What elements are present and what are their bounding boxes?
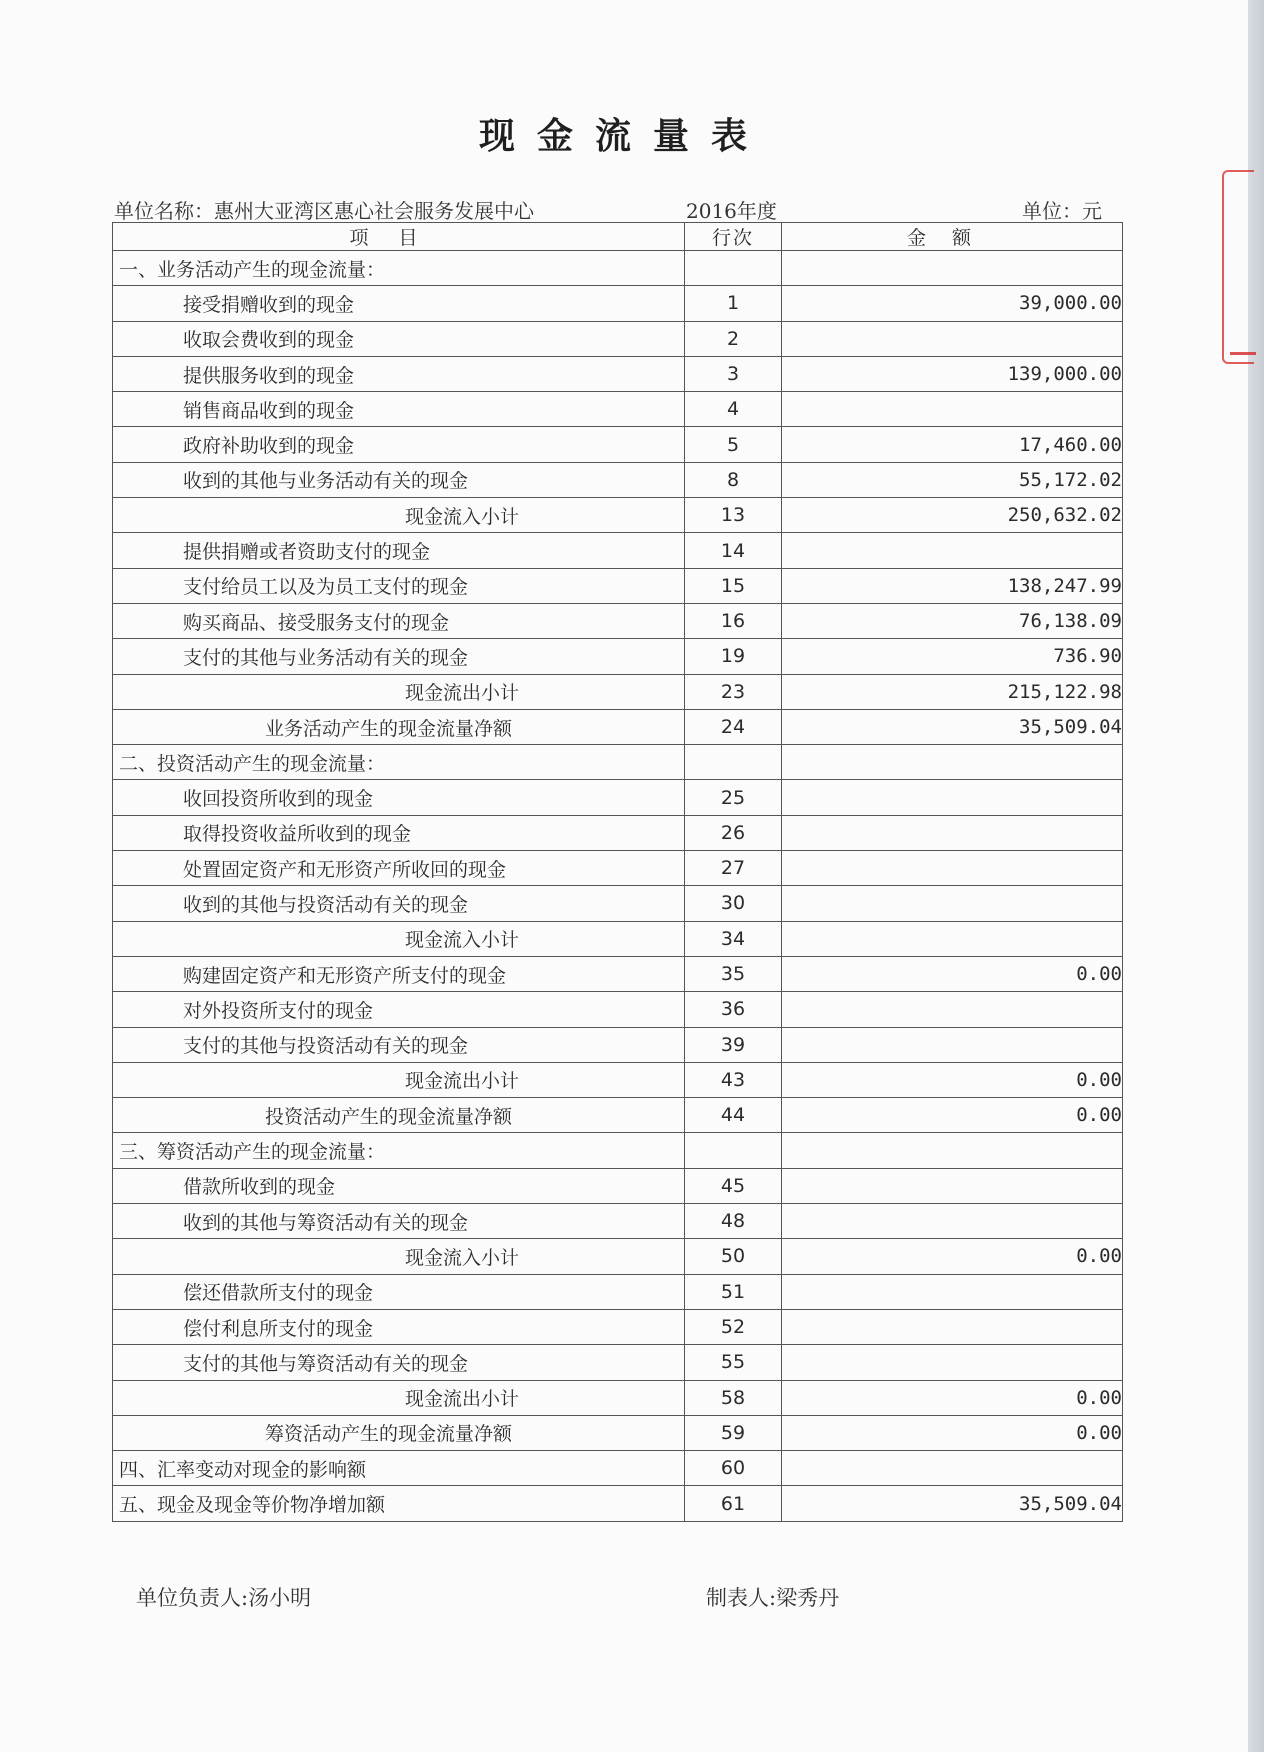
row-amount: [782, 1204, 1123, 1239]
table-row: [113, 815, 1123, 850]
row-amount: [782, 1133, 1123, 1168]
row-item-label: 接受捐赠收到的现金: [113, 286, 685, 321]
row-amount: 35,509.04: [782, 709, 1123, 744]
row-item-label: 提供捐赠或者资助支付的现金: [113, 533, 685, 568]
table-header-row: [113, 223, 1123, 251]
header-line-number: 行次: [685, 223, 782, 251]
responsible-person: 单位负责人:汤小明: [136, 1586, 312, 1610]
row-line-number: 50: [685, 1239, 782, 1274]
row-line-number: 48: [685, 1204, 782, 1239]
table-row: [113, 992, 1123, 1027]
row-line-number: 34: [685, 921, 782, 956]
table-row: [113, 1027, 1123, 1062]
row-amount: [782, 921, 1123, 956]
row-amount: 0.00: [782, 1380, 1123, 1415]
table-row: [113, 427, 1123, 462]
table-row: [113, 921, 1123, 956]
row-line-number: 58: [685, 1380, 782, 1415]
row-amount: 138,247.99: [782, 568, 1123, 603]
row-amount: 0.00: [782, 1098, 1123, 1133]
table-row: [113, 286, 1123, 321]
row-amount: 55,172.02: [782, 462, 1123, 497]
table-row: [113, 639, 1123, 674]
row-amount: [782, 992, 1123, 1027]
seal-mark: [1230, 352, 1256, 355]
row-item-label: 支付的其他与筹资活动有关的现金: [113, 1345, 685, 1380]
table-row: [113, 251, 1123, 286]
preparer: 制表人:梁秀丹: [706, 1586, 840, 1610]
row-amount: [782, 321, 1123, 356]
table-body: [113, 251, 1123, 1522]
row-item-label: 收到的其他与投资活动有关的现金: [113, 886, 685, 921]
row-item-label: 筹资活动产生的现金流量净额: [113, 1415, 685, 1450]
table-row: [113, 956, 1123, 991]
row-line-number: 36: [685, 992, 782, 1027]
table-row: [113, 1451, 1123, 1486]
row-amount: [782, 1309, 1123, 1344]
table-row: [113, 1345, 1123, 1380]
row-line-number: 3: [685, 356, 782, 391]
row-line-number: 60: [685, 1451, 782, 1486]
row-amount: [782, 745, 1123, 780]
row-amount: 215,122.98: [782, 674, 1123, 709]
row-item-label: 投资活动产生的现金流量净额: [113, 1098, 685, 1133]
row-line-number: [685, 1133, 782, 1168]
row-item-label: 取得投资收益所收到的现金: [113, 815, 685, 850]
row-item-label: 处置固定资产和无形资产所收回的现金: [113, 851, 685, 886]
row-item-label: 偿付利息所支付的现金: [113, 1309, 685, 1344]
red-seal-stamp: [1222, 170, 1254, 364]
row-line-number: 27: [685, 851, 782, 886]
row-item-label: 现金流入小计: [113, 498, 685, 533]
row-item-label: 五、现金及现金等价物净增加额: [113, 1486, 685, 1521]
table-row: [113, 1380, 1123, 1415]
row-item-label: 偿还借款所支付的现金: [113, 1274, 685, 1309]
table-row: [113, 780, 1123, 815]
row-line-number: 55: [685, 1345, 782, 1380]
row-item-label: 现金流出小计: [113, 1380, 685, 1415]
row-item-label: 对外投资所支付的现金: [113, 992, 685, 1027]
row-amount: [782, 886, 1123, 921]
row-line-number: 39: [685, 1027, 782, 1062]
table-row: [113, 568, 1123, 603]
table-row: [113, 498, 1123, 533]
table-row: [113, 356, 1123, 391]
row-item-label: 现金流出小计: [113, 674, 685, 709]
row-item-label: 业务活动产生的现金流量净额: [113, 709, 685, 744]
row-item-label: 支付的其他与业务活动有关的现金: [113, 639, 685, 674]
row-item-label: 现金流入小计: [113, 1239, 685, 1274]
row-amount: [782, 533, 1123, 568]
row-item-label: 三、筹资活动产生的现金流量：: [113, 1133, 685, 1168]
row-item-label: 现金流出小计: [113, 1062, 685, 1097]
row-line-number: 43: [685, 1062, 782, 1097]
table-row: [113, 709, 1123, 744]
row-line-number: 4: [685, 392, 782, 427]
row-line-number: 14: [685, 533, 782, 568]
row-line-number: 26: [685, 815, 782, 850]
row-amount: 0.00: [782, 956, 1123, 991]
row-item-label: 支付给员工以及为员工支付的现金: [113, 568, 685, 603]
table-row: [113, 533, 1123, 568]
row-amount: [782, 780, 1123, 815]
row-line-number: 23: [685, 674, 782, 709]
table-row: [113, 886, 1123, 921]
report-year: 2016年度: [686, 199, 777, 223]
row-item-label: 收到的其他与筹资活动有关的现金: [113, 1204, 685, 1239]
currency-unit: 单位：元: [1022, 199, 1102, 223]
table-row: [113, 851, 1123, 886]
row-amount: 736.90: [782, 639, 1123, 674]
row-line-number: 24: [685, 709, 782, 744]
table-row: [113, 462, 1123, 497]
table-row: [113, 603, 1123, 638]
row-item-label: 购买商品、接受服务支付的现金: [113, 603, 685, 638]
table-row: [113, 1168, 1123, 1203]
table-row: [113, 1415, 1123, 1450]
row-line-number: 25: [685, 780, 782, 815]
table-row: [113, 1486, 1123, 1521]
table-row: [113, 674, 1123, 709]
row-item-label: 销售商品收到的现金: [113, 392, 685, 427]
row-amount: 35,509.04: [782, 1486, 1123, 1521]
header-amount: 金额: [782, 223, 1123, 251]
row-amount: [782, 1027, 1123, 1062]
row-item-label: 四、汇率变动对现金的影响额: [113, 1451, 685, 1486]
row-item-label: 一、业务活动产生的现金流量：: [113, 251, 685, 286]
table-row: [113, 1133, 1123, 1168]
row-amount: 139,000.00: [782, 356, 1123, 391]
row-line-number: 59: [685, 1415, 782, 1450]
row-item-label: 借款所收到的现金: [113, 1168, 685, 1203]
row-line-number: 45: [685, 1168, 782, 1203]
row-amount: 76,138.09: [782, 603, 1123, 638]
table-row: [113, 1062, 1123, 1097]
row-line-number: 35: [685, 956, 782, 991]
row-amount: 39,000.00: [782, 286, 1123, 321]
header-item: 项目: [113, 223, 685, 251]
row-line-number: 51: [685, 1274, 782, 1309]
row-amount: [782, 1345, 1123, 1380]
row-amount: 17,460.00: [782, 427, 1123, 462]
row-line-number: 61: [685, 1486, 782, 1521]
row-item-label: 提供服务收到的现金: [113, 356, 685, 391]
row-amount: [782, 1274, 1123, 1309]
table-row: [113, 1309, 1123, 1344]
row-line-number: 5: [685, 427, 782, 462]
row-line-number: 52: [685, 1309, 782, 1344]
row-amount: [782, 251, 1123, 286]
table-row: [113, 321, 1123, 356]
row-item-label: 支付的其他与投资活动有关的现金: [113, 1027, 685, 1062]
row-amount: [782, 1451, 1123, 1486]
row-amount: [782, 851, 1123, 886]
table-row: [113, 1274, 1123, 1309]
row-line-number: [685, 251, 782, 286]
row-line-number: 16: [685, 603, 782, 638]
row-line-number: 19: [685, 639, 782, 674]
row-item-label: 收取会费收到的现金: [113, 321, 685, 356]
table-row: [113, 1204, 1123, 1239]
row-amount: [782, 392, 1123, 427]
row-line-number: [685, 745, 782, 780]
row-line-number: 13: [685, 498, 782, 533]
table-row: [113, 745, 1123, 780]
row-item-label: 收回投资所收到的现金: [113, 780, 685, 815]
row-line-number: 30: [685, 886, 782, 921]
row-line-number: 8: [685, 462, 782, 497]
row-amount: 0.00: [782, 1239, 1123, 1274]
row-item-label: 二、投资活动产生的现金流量：: [113, 745, 685, 780]
row-item-label: 现金流入小计: [113, 921, 685, 956]
row-amount: 250,632.02: [782, 498, 1123, 533]
table-row: [113, 1098, 1123, 1133]
table-row: [113, 392, 1123, 427]
row-line-number: 2: [685, 321, 782, 356]
unit-name: 单位名称：惠州大亚湾区惠心社会服务发展中心: [114, 199, 534, 223]
row-item-label: 购建固定资产和无形资产所支付的现金: [113, 956, 685, 991]
row-amount: 0.00: [782, 1062, 1123, 1097]
document-title: 现金流量表: [478, 115, 769, 157]
row-item-label: 政府补助收到的现金: [113, 427, 685, 462]
row-amount: 0.00: [782, 1415, 1123, 1450]
row-line-number: 44: [685, 1098, 782, 1133]
row-amount: [782, 1168, 1123, 1203]
table-row: [113, 1239, 1123, 1274]
cash-flow-table: [112, 222, 1123, 1522]
row-item-label: 收到的其他与业务活动有关的现金: [113, 462, 685, 497]
row-line-number: 1: [685, 286, 782, 321]
row-amount: [782, 815, 1123, 850]
row-line-number: 15: [685, 568, 782, 603]
